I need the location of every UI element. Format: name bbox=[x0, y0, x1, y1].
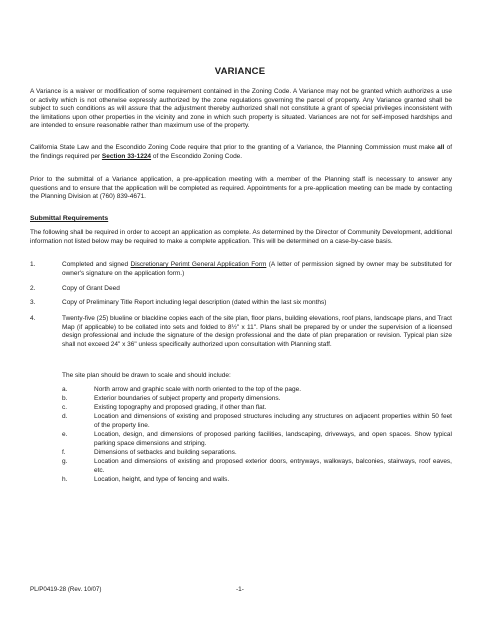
sub-list-item bbox=[62, 413, 452, 431]
sub-list-item bbox=[62, 386, 452, 395]
form-id: PL/P0419-28 (Rev. 10/07) bbox=[30, 586, 102, 593]
sub-list-item bbox=[62, 395, 452, 404]
submittal-intro-paragraph: The following shall be required in order to accept an application as complete. As determined by the Director of Community Development, additional information not listed below may be required to make a complete application. This will be determined on a case-by-case basis. bbox=[30, 229, 452, 245]
sub-list-item bbox=[62, 449, 452, 458]
list-item-text bbox=[62, 261, 452, 278]
sub-item-letter: e. bbox=[62, 431, 68, 438]
application-form-link[interactable]: Discretionary Perimt General Application Form bbox=[130, 261, 267, 268]
findings-text-after: of the Escondido Zoning Code. bbox=[151, 152, 243, 160]
list-item bbox=[30, 285, 452, 294]
submittal-requirements-heading: Submittal Requirements bbox=[30, 215, 109, 222]
sub-list-item bbox=[62, 476, 452, 485]
sub-list-item bbox=[62, 431, 452, 449]
item-text-before: Completed and signed bbox=[62, 261, 131, 268]
list-item-number: 4. bbox=[30, 315, 36, 322]
list-item-text: Twenty-five (25) blueline or blackline copies each of the site plan, floor plans, building elevations, roof plans, landscape plans, and Tract Map (if applicable) to be collated into sets and folded to 8½" x 11". Plans shall be prepared by or under the supervision of a licensed design professional and include the signature of the design professional and the date of plan preparation or revision. Typical plan size shall not exceed 24" x 36" unless specifically authorized upon consultation with Planning staff. bbox=[62, 315, 452, 348]
sub-list-item bbox=[62, 458, 452, 476]
sub-list-item bbox=[62, 404, 452, 413]
page-number: -1- bbox=[236, 586, 244, 593]
sub-item-letter: a. bbox=[62, 386, 68, 393]
item-text-after: (A letter of permission signed by owner may be substituted for owner's signature on the application form.) bbox=[62, 261, 453, 277]
list-item-number: 3. bbox=[30, 299, 36, 306]
page-title: VARIANCE bbox=[214, 66, 266, 77]
findings-text-middle: of the findings required per bbox=[30, 144, 452, 160]
list-item-number: 1. bbox=[30, 261, 36, 268]
sub-item-text: Existing topography and proposed grading, if other than flat. bbox=[94, 404, 267, 411]
sub-item-text: Location, design, and dimensions of proposed parking facilities, landscaping, driveways, and open spaces. Show typical parking space dimensions and striping. bbox=[94, 431, 452, 447]
sub-item-text: Location and dimensions of existing and proposed exterior doors, entryways, walkways, balconies, stairways, roof eaves, etc. bbox=[94, 458, 452, 474]
sub-item-letter: d. bbox=[62, 413, 68, 420]
sub-item-text: Location and dimensions of existing and proposed structures including any structures on adjacent properties within 50 feet of the property line. bbox=[94, 413, 452, 429]
sub-item-text: Dimensions of setbacks and building separations. bbox=[94, 449, 237, 456]
section-link[interactable]: Section 33-1224 bbox=[101, 152, 152, 160]
sub-item-letter: g. bbox=[62, 458, 68, 465]
list-item bbox=[30, 315, 452, 360]
list-item-text: Copy of Grant Deed bbox=[62, 285, 120, 292]
preapplication-paragraph: Prior to the submittal of a Variance application, a pre-application meeting with a member of the Planning staff is necessary to answer any questions and to ensure that the application will be completed as required. Appointments for a pre-application meeting can be made by contacting the Planning Division at (760) 839-4671. bbox=[30, 176, 452, 201]
sub-item-letter: f. bbox=[62, 449, 66, 456]
list-item bbox=[30, 299, 452, 308]
findings-all-bold: all bbox=[437, 144, 445, 151]
sub-item-text: Location, height, and type of fencing and walls. bbox=[94, 476, 230, 483]
list-item-text: Copy of Preliminary Title Report including legal description (dated within the last six months) bbox=[62, 299, 327, 306]
findings-text-before: California State Law and the Escondido Zoning Code require that prior to the granting of a Variance, the Planning Commission must make bbox=[30, 144, 438, 151]
sub-item-letter: b. bbox=[62, 395, 68, 402]
sub-item-text: Exterior boundaries of subject property and property dimensions. bbox=[94, 395, 281, 402]
findings-paragraph bbox=[30, 144, 452, 161]
sub-item-text: North arrow and graphic scale with north oriented to the top of the page. bbox=[94, 386, 302, 393]
site-plan-intro: The site plan should be drawn to scale and should include: bbox=[62, 372, 231, 379]
list-item bbox=[30, 261, 452, 279]
sub-item-letter: c. bbox=[62, 404, 68, 411]
sub-item-letter: h. bbox=[62, 476, 68, 483]
intro-paragraph: A Variance is a waiver or modification of some requirement contained in the Zoning Code. A Variance may not be granted which authorizes a use or activity which is not otherwise expressly authorized by the zone regulations governing the parcel of property. Any Variance granted shall be subject to such conditions as will assure that the adjustment thereby authorized shall not constitute a grant of special privileges inconsistent with the limitations upon other properties in the vicinity and zone in which such property is situated. Variances are not for self-imposed hardships and are intended to ensure reasonable rather than maximum use of the property. bbox=[30, 88, 452, 130]
list-item-number: 2. bbox=[30, 285, 36, 292]
